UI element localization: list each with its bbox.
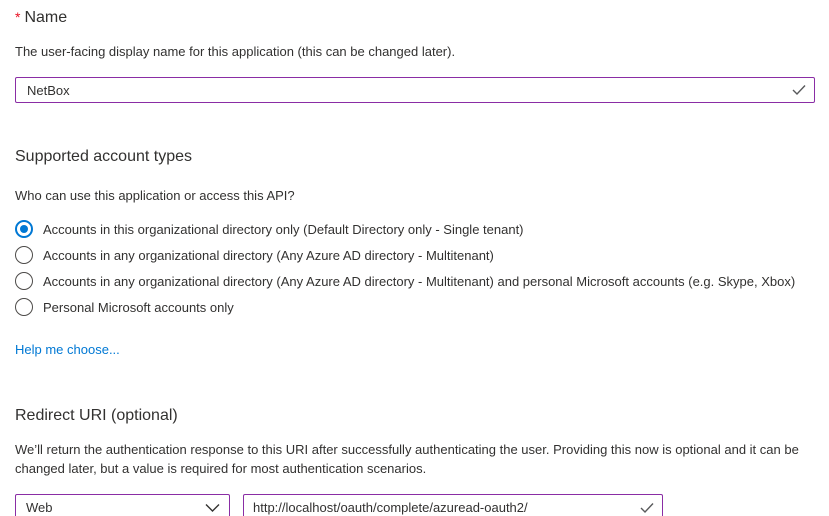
name-description: The user-facing display name for this application (this can be changed later).: [15, 44, 456, 59]
required-asterisk: *: [15, 9, 21, 25]
account-types-title: Supported account types: [15, 148, 193, 165]
redirect-uri-description: We’ll return the authentication response to this URI after successfully authenticating the user. Providing this now is optional and it can be changed later, but a value is required for most authentication scenarios.: [15, 442, 799, 476]
redirect-uri-input[interactable]: [244, 495, 662, 516]
radio-option-label: Accounts in any organizational directory (Any Azure AD directory - Multitenant) and personal Microsoft accounts (e.g. Skype, Xbox): [43, 273, 796, 289]
radio-button-icon: [15, 246, 33, 264]
radio-button-icon: [15, 298, 33, 316]
platform-select[interactable]: [15, 494, 230, 516]
redirect-uri-fields-row: [15, 494, 815, 516]
name-section-title: [15, 7, 815, 28]
redirect-uri-section: [15, 405, 815, 516]
name-section: [15, 7, 815, 103]
redirect-uri-title: Redirect URI (optional): [15, 407, 178, 424]
radio-option-label: Accounts in this organizational directory only (Default Directory only - Single tenant): [43, 221, 524, 237]
account-types-section: [15, 146, 815, 357]
radio-button-icon: [15, 272, 33, 290]
platform-select-value: Web: [26, 499, 53, 515]
radio-option-label: Personal Microsoft accounts only: [43, 299, 234, 315]
radio-option-label: Accounts in any organizational directory (Any Azure AD directory - Multitenant): [43, 247, 494, 263]
radio-option-personal-only[interactable]: [15, 294, 815, 320]
name-input[interactable]: [16, 78, 814, 102]
radio-option-multitenant[interactable]: [15, 242, 815, 268]
redirect-uri-input-box: [243, 494, 663, 516]
radio-button-icon: [15, 220, 33, 238]
radio-option-multitenant-personal[interactable]: [15, 268, 815, 294]
help-me-choose-link[interactable]: Help me choose...: [15, 342, 120, 357]
account-types-radio-group: [15, 216, 815, 320]
name-input-box: [15, 77, 815, 103]
name-title-text: Name: [24, 9, 68, 26]
radio-option-single-tenant[interactable]: [15, 216, 815, 242]
account-types-question: Who can use this application or access this API?: [15, 188, 295, 203]
